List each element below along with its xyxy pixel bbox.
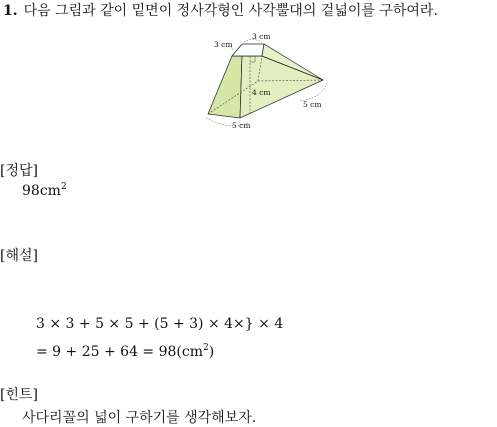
top-face <box>232 44 264 56</box>
label-top-side: 3 cm <box>214 40 233 49</box>
explanation-line-1: 3 × 3 + 5 × 5 + (5 + 3) × 4×} × 4 <box>36 316 284 332</box>
hint-heading: [힌트] <box>0 387 38 403</box>
label-top-edge: 3 cm <box>252 32 271 41</box>
frustum-figure <box>200 30 335 130</box>
question-number: 1. <box>3 3 18 19</box>
question <box>3 0 438 20</box>
explanation-line-2: = $9 + 25 + 64 = 98(cm^2)$ <box>36 343 215 360</box>
explanation-heading: [해설] <box>0 248 38 264</box>
answer-heading: [정답] <box>0 163 38 179</box>
label-height: 4 cm <box>252 88 271 97</box>
answer-value: $98cm^2$ <box>22 182 67 199</box>
label-bottom-edge: 5 cm <box>232 121 251 130</box>
hint-text: 사다리꼴의 넓이 구하기를 생각해보자. <box>22 410 257 426</box>
left-face <box>208 56 242 118</box>
question-text: 다음 그림과 같이 밑면이 정사각형인 사각뿔대의 겉넓이를 구하여라. <box>23 3 438 19</box>
label-bottom-side: 5 cm <box>303 100 322 109</box>
